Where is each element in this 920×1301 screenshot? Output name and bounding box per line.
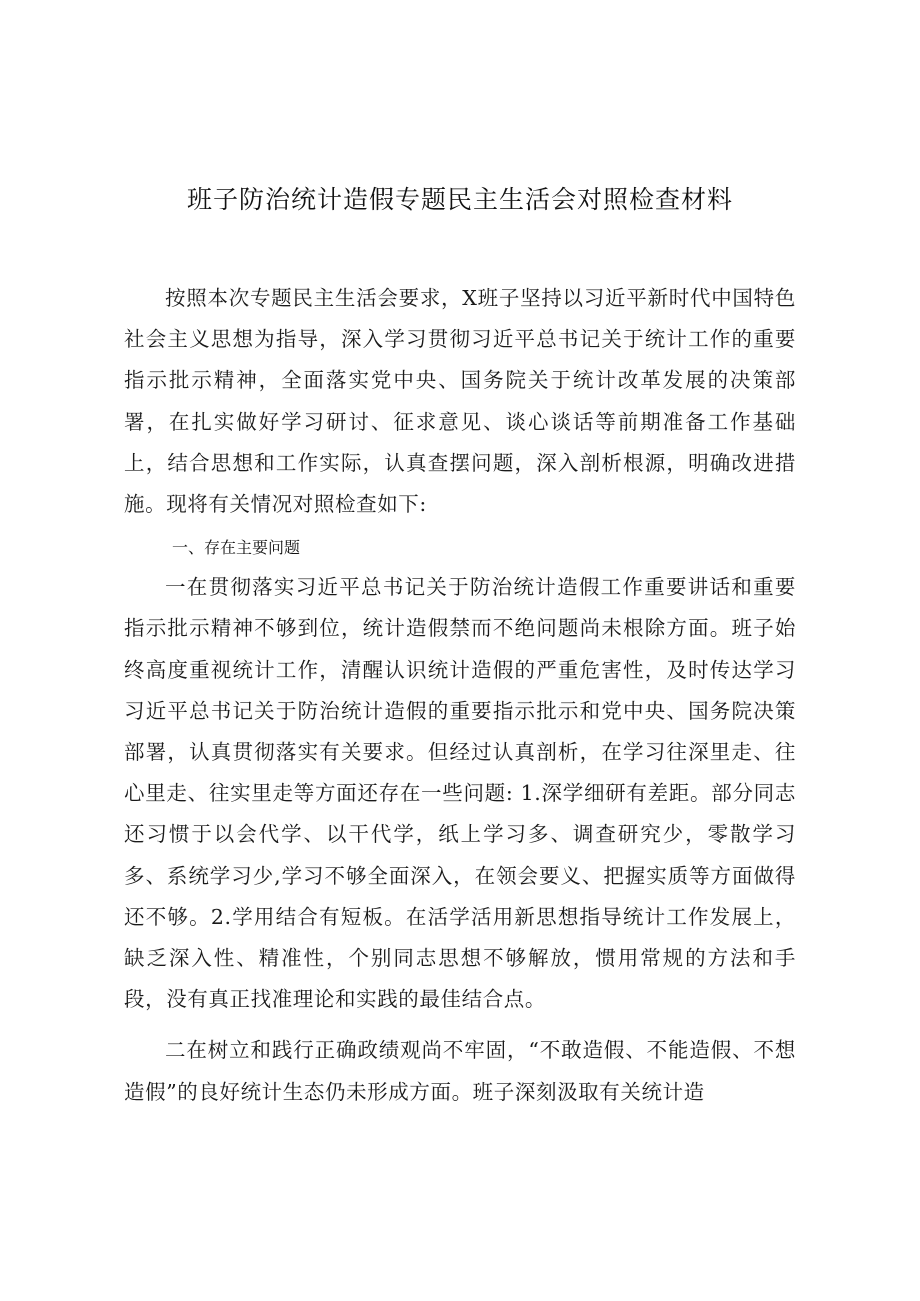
section-heading: 一、存在主要问题 — [172, 538, 301, 558]
document-body — [124, 278, 796, 1113]
problem-paragraph-1: 一在贯彻落实习近平总书记关于防治统计造假工作重要讲话和重要指示批示精神不够到位，统计造假禁而不绝问题尚未根除方面。班子始终高度重视统计工作，清醒认识统计造假的严重危害性，及时传达学习习近平总书记关于防治统计造假的重要指示批示和党中央、国务院决策部署，认真贯彻落实有关要求。但经过认真剖析，在学习往深里走、往心里走、往实里走等方面还存在一些问题: 1.深学细研有差距。部分同志还习惯于以会代学、以干代学，纸上学习多、调查研究少，零散学习多、系统学习少,学习不够全面深入，在领会要义、把握实质等方面做得还不够。2.学用结合有短板。在活学活用新思想指导统计工作发展上，缺乏深入性、精准性，个别同志思想不够解放，惯用常规的方法和手段，没有真正找准理论和实践的最佳结合点。 — [124, 575, 796, 1012]
intro-paragraph: 按照本次专题民主生活会要求，X班子坚持以习近平新时代中国特色社会主义思想为指导，深入学习贯彻习近平总书记关于统计工作的重要指示批示精神，全面落实党中央、国务院关于统计改革发展的决策部署，在扎实做好学习研讨、征求意见、谈心谈话等前期准备工作基础上，结合思想和工作实际，认真查摆问题，深入剖析根源，明确改进措施。现将有关情况对照检查如下: — [124, 286, 796, 517]
problem-paragraph-2: 二在树立和践行正确政绩观尚不牢固，“不敢造假、不能造假、不想造假”的良好统计生态仍未形成方面。班子深刻汲取有关统计造 — [124, 1038, 796, 1104]
document-title: 班子防治统计造假专题民主生活会对照检查材料 — [186, 185, 733, 214]
